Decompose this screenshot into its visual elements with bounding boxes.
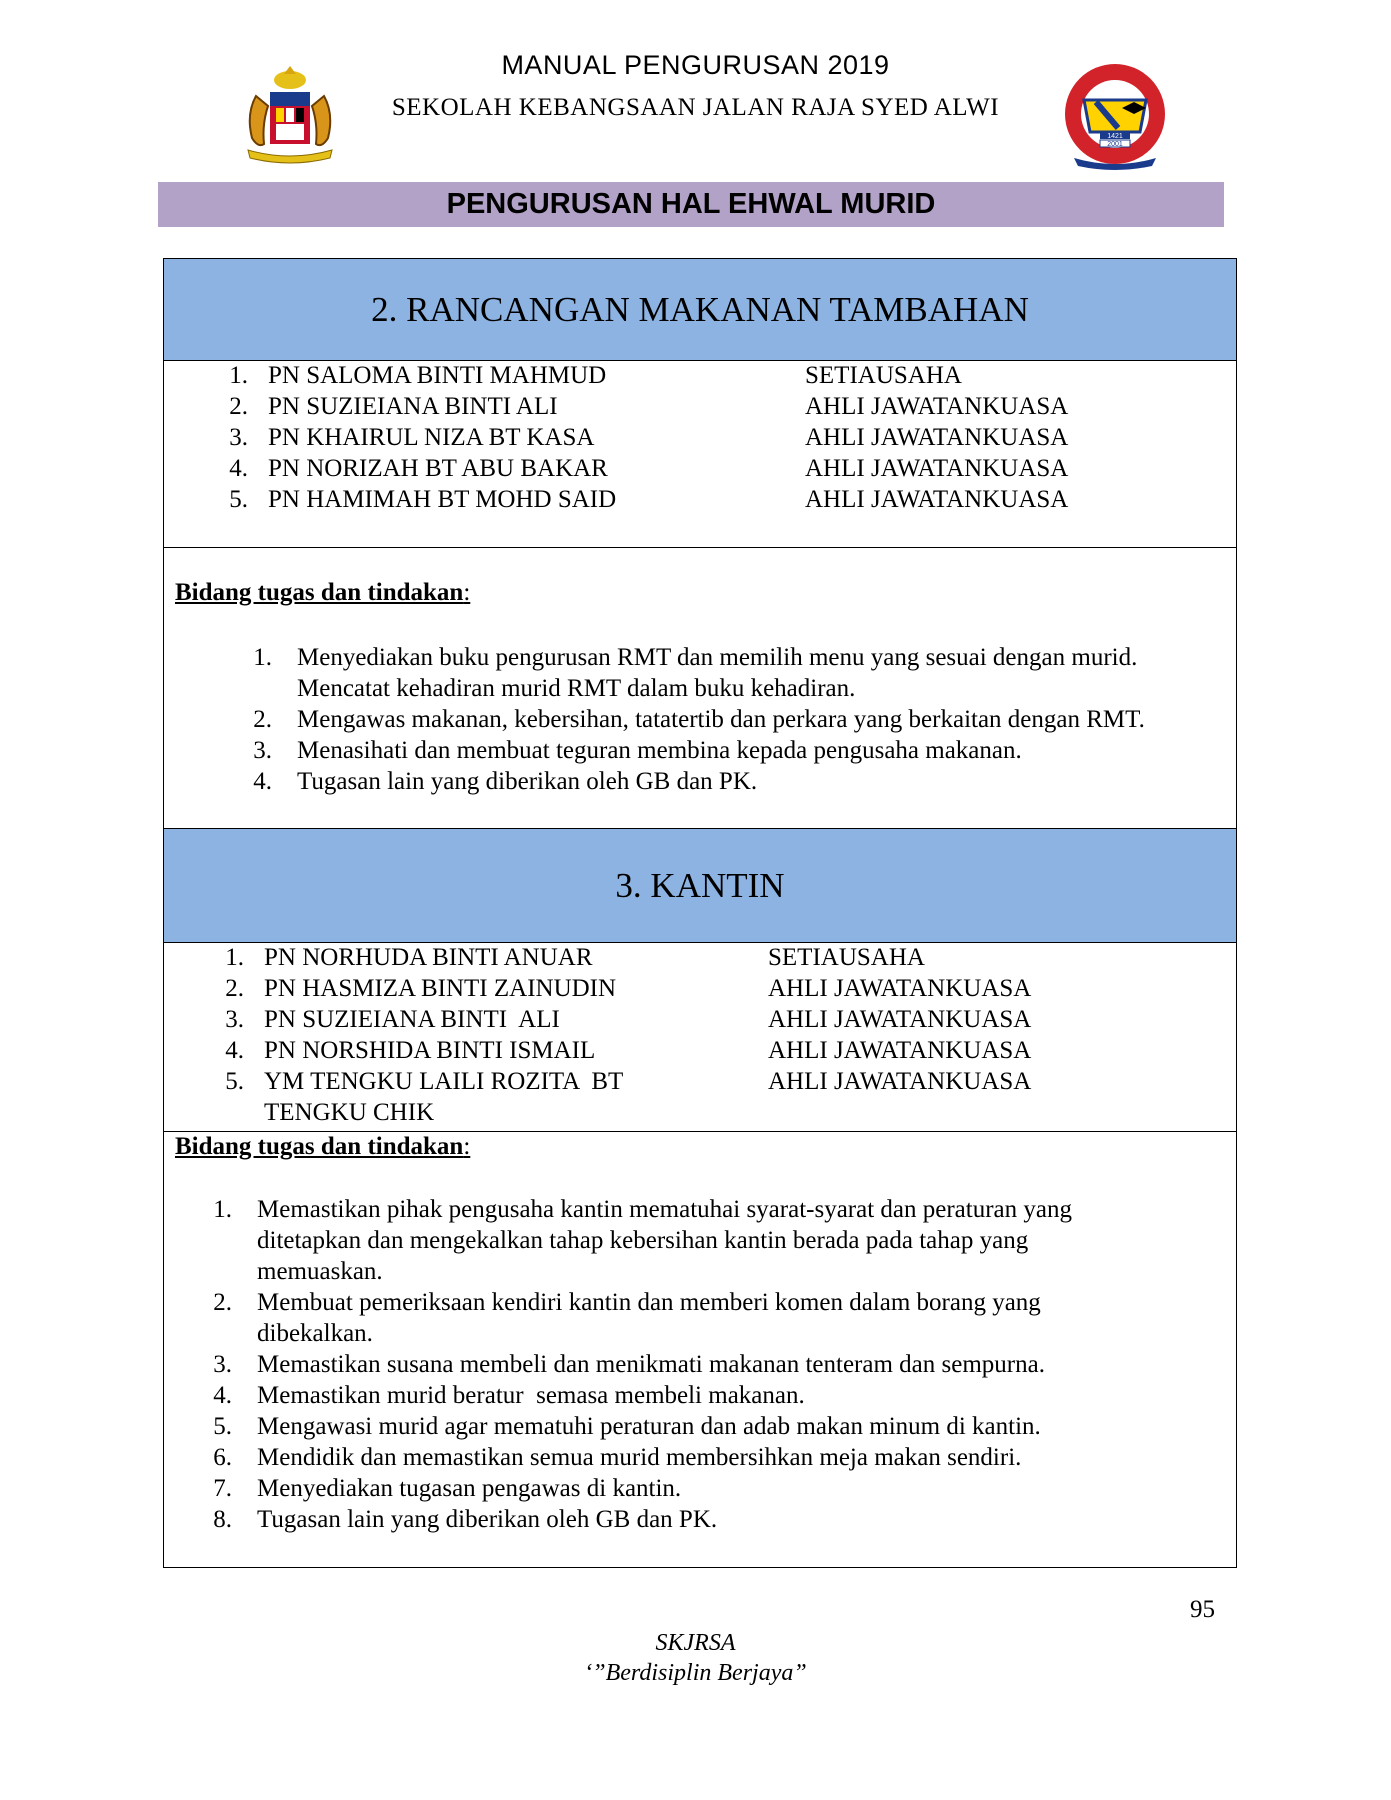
kantin-duties-label: Bidang tugas dan tindakan:: [175, 1133, 471, 1160]
rmt-heading: 2. RANCANGAN MAKANAN TAMBAHAN: [164, 259, 1236, 361]
crest-year-2: 2001: [1107, 141, 1123, 148]
content-box: 2. RANCANGAN MAKANAN TAMBAHAN 1. PN SALOMA BINTI MAHMUD SETIAUSAHA 2. PN SUZIEIANA BINTI ALI AHLI JAWATANKUASA 3. PN KHAIRUL NIZA BT KASA AHLI JAWATANKUASA 4. PN NORIZAH BT ABU BAKAR AHLI JAWATANKUASA 5. PN HAMIMAH BT MOHD SAID AHLI JAWATANKUASA Bidang tugas dan tindakan: 1. Menyediakan buku pengurusan RMT dan memilih menu yang sesuai dengan murid. Mencatat kehadiran murid RMT dalam buku kehadiran. 2. Mengawas makanan, kebersihan, tatatertib dan perkara yang berkaitan dengan RMT. 3. Menasihati dan membuat teguran membina kepada pengusaha makanan. 4. Tugasan lain yang diberikan oleh GB dan PK. 3. KANTIN 1. PN NORHUDA BINTI ANUAR SETIAUSAHA 2. PN HASMIZA BINTI ZAINUDIN AHLI JAWATANKUASA 3. PN SUZIEIANA BINTI ALI AHLI JAWATANKUASA 4. PN NORSHIDA BINTI ISMAIL AHLI JAWATANKUASA 5. YM TENGKU LAILI ROZITA BT AHLI JAWATANKUASA TENGKU CHIK Bidang tugas dan tindakan: 1. Memastikan pihak pengusaha kantin mematuhai syarat-syarat dan peraturan yang ditetapkan dan mengekalkan tahap kebersihan kantin berada pada tahap yang memuaskan. 2. Membuat pemeriksaan kendiri kantin dan memberi komen dalam borang yang dibekalkan. 3. Memastikan susana membeli dan menikmati makanan tenteram dan sempurna. 4. Memastikan murid beratur semasa membeli makanan. 5. Mengawasi murid agar mematuhi peraturan dan adab makan minum di kantin. 6. Mendidik dan memastikan semua murid membersihkan meja makan sendiri. 7. Menyediakan tugasan pengawas di kantin. 8. Tugasan lain yang diberikan oleh GB dan PK.: [163, 258, 1237, 1568]
divider: [164, 547, 1236, 548]
school-name: SEKOLAH KEBANGSAAN JALAN RAJA SYED ALWI: [391, 94, 1000, 121]
crest-year-1: 1421: [1107, 133, 1123, 140]
kantin-heading: 3. KANTIN: [164, 828, 1236, 943]
page-number: 95: [1190, 1596, 1215, 1623]
footer-motto: ‘”Berdisiplin Berjaya”: [584, 1660, 807, 1686]
school-crest-icon: [1060, 62, 1170, 172]
manual-title: MANUAL PENGURUSAN 2019: [501, 50, 890, 80]
section-banner: PENGURUSAN HAL EHWAL MURID: [158, 182, 1224, 227]
divider: [164, 1131, 1236, 1132]
rmt-duties-label: Bidang tugas dan tindakan:: [175, 579, 471, 606]
footer-school-abbr: SKJRSA: [655, 1630, 736, 1656]
